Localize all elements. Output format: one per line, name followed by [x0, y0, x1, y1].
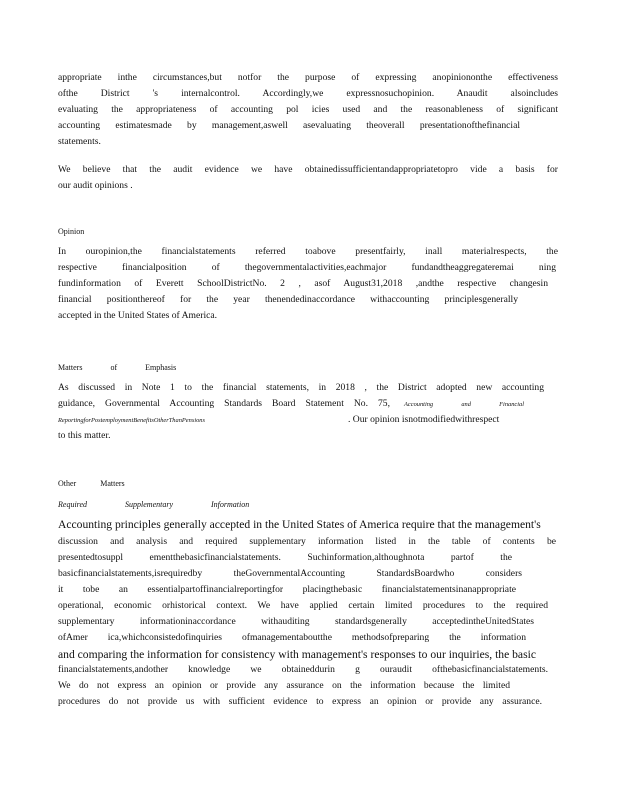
other-line-6: operational, economic orhistorical context. We have applied certain limited procedures to the required	[58, 600, 548, 611]
other-heading-text: Other Matters	[58, 479, 125, 488]
opinion-line-4: financial positionthereof for the year thenendedinaccordance withaccounting principlesgenerally	[58, 294, 518, 305]
emphasis-line-2-text: guidance, Governmental Accounting Standards Board Statement No. 75,	[58, 398, 390, 409]
other-line-7: supplementary informationinaccordance withauditing standardsgenerally acceptedintheUnitedStates	[58, 616, 534, 627]
rsi-subheading-text: Required Supplementary Information	[58, 500, 250, 509]
other-line-2: discussion and analysis and required supplementary information listed in the table of contents be	[58, 536, 556, 547]
belief-line-2: our audit opinions .	[58, 180, 133, 191]
other-line-9: and comparing the information for consistency with management's responses to our inquiries, the basic	[58, 648, 536, 661]
belief-line-1: We believe that the audit evidence we have obtainedissufficientandappropriatetopro vide a basis for	[58, 164, 558, 175]
emphasis-line-2-italic: Accounting and Financial	[404, 401, 524, 408]
opinion-line-1: In ouropinion,the financialstatements referred toabove presentfairly, inall materialrespects, the	[58, 246, 558, 257]
basis-line-5: statements.	[58, 136, 101, 147]
opinion-line-2: respective financialposition of thegovernmentalactivities,eachmajor fundandtheaggregateremai ning	[58, 262, 556, 273]
other-line-4: basicfinancialstatements,isrequiredby theGovernmentalAccounting StandardsBoardwho considers	[58, 568, 522, 579]
other-heading	[58, 478, 558, 489]
emphasis-heading-text: Matters of Emphasis	[58, 363, 177, 372]
rsi-subheading	[58, 499, 558, 510]
emphasis-line-2	[58, 398, 538, 411]
opinion-heading: Opinion	[58, 227, 85, 236]
emphasis-heading	[58, 362, 177, 373]
emphasis-line-1: As discussed in Note 1 to the financial statements, in 2018 , the District adopted new accounting	[58, 382, 544, 393]
other-line-10: financialstatements,andother knowledge we obtaineddurin g ouraudit ofthebasicfinancialstatements.	[58, 664, 548, 675]
other-line-1: Accounting principles generally accepted in the United States of America require that the management's	[58, 518, 541, 531]
basis-line-3: evaluating the appropriateness of accounting pol icies used and the reasonableness of significant	[58, 104, 558, 115]
basis-line-1: appropriate inthe circumstances,but notfor the purpose of expressing anopiniononthe effectiveness	[58, 72, 558, 83]
emphasis-line-3-tail: . Our opinion isnotmodifiedwithrespect	[348, 414, 500, 425]
opinion-line-3: fundinformation of Everett SchoolDistrictNo. 2 , asof August31,2018 ,andthe respective changesin	[58, 278, 548, 289]
other-line-5: it tobe an essentialpartoffinancialreportingfor placingthebasic financialstatementsinanappropriate	[58, 584, 516, 595]
other-line-3: presentedtosuppl ementthebasicfinancialstatements. Suchinformation,althoughnota partof the	[58, 552, 512, 563]
other-line-8: ofAmer ica,whichconsistedofinquiries ofmanagementaboutthe methodsofpreparing the information	[58, 632, 526, 643]
emphasis-line-3-italic: ReportingforPostemploymentBenefitsOtherThanPensions	[58, 417, 205, 424]
basis-line-2: ofthe District 's internalcontrol. Accordingly,we expressnosuchopinion. Anaudit alsoincludes	[58, 88, 558, 99]
emphasis-line-3	[58, 414, 538, 427]
opinion-line-5: accepted in the United States of America.	[58, 310, 218, 321]
basis-line-4: accounting estimatesmade by management,aswell asevaluating theoverall presentationofthefinancial	[58, 120, 520, 131]
emphasis-line-4: to this matter.	[58, 430, 111, 441]
other-line-12: procedures do not provide us with sufficient evidence to express an opinion or provide any assurance.	[58, 696, 542, 707]
other-line-11: We do not express an opinion or provide any assurance on the information because the limited	[58, 680, 510, 691]
